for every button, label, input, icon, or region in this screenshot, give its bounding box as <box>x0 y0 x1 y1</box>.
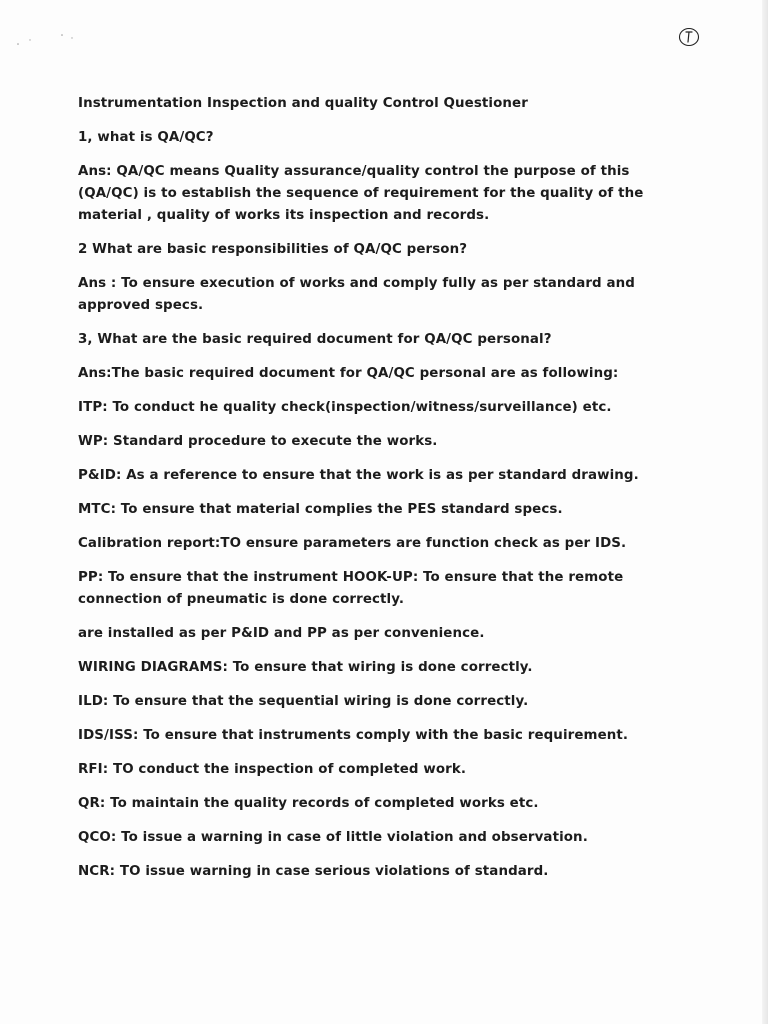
paragraph <box>78 827 698 849</box>
text-line: MTC: To ensure that material complies the PES standard specs. <box>78 502 563 517</box>
text-line: WIRING DIAGRAMS: To ensure that wiring is done correctly. <box>78 660 533 675</box>
text-line: 2 What are basic responsibilities of QA/QC person? <box>78 242 468 257</box>
paragraph <box>78 567 698 611</box>
text-line: P&ID: As a reference to ensure that the work is as per standard drawing. <box>78 468 639 483</box>
paragraph <box>78 499 698 521</box>
text-line: material , quality of works its inspection and records. <box>78 208 490 223</box>
paragraph <box>78 691 698 713</box>
text-line: QR: To maintain the quality records of completed works etc. <box>78 796 539 811</box>
text-line: Ans:The basic required document for QA/QC personal are as following: <box>78 366 619 381</box>
paragraph <box>78 127 698 149</box>
paragraph <box>78 623 698 645</box>
text-line: 1, what is QA/QC? <box>78 130 214 145</box>
text-line: PP: To ensure that the instrument HOOK-UP: To ensure that the remote <box>78 570 624 585</box>
handwritten-page-number <box>678 26 700 48</box>
paragraph <box>78 239 698 261</box>
text-line: NCR: TO issue warning in case serious violations of standard. <box>78 864 549 879</box>
paragraph <box>78 363 698 385</box>
text-line: Calibration report:TO ensure parameters are function check as per IDS. <box>78 536 627 551</box>
paragraph <box>78 725 698 747</box>
paragraph <box>78 465 698 487</box>
text-line: WP: Standard procedure to execute the works. <box>78 434 438 449</box>
paragraph <box>78 861 698 883</box>
text-line: IDS/ISS: To ensure that instruments comply with the basic requirement. <box>78 728 629 743</box>
document-body <box>78 93 698 895</box>
text-line: ITP: To conduct he quality check(inspection/witness/surveillance) etc. <box>78 400 612 415</box>
text-line: Ans: QA/QC means Quality assurance/quality control the purpose of this <box>78 164 630 179</box>
scan-edge-shadow <box>762 0 768 1024</box>
text-line: RFI: TO conduct the inspection of completed work. <box>78 762 467 777</box>
text-line: approved specs. <box>78 298 204 313</box>
text-line: ILD: To ensure that the sequential wiring is done correctly. <box>78 694 529 709</box>
text-line: connection of pneumatic is done correctly. <box>78 592 405 607</box>
text-line: 3, What are the basic required document for QA/QC personal? <box>78 332 552 347</box>
paragraph <box>78 759 698 781</box>
scan-specks <box>14 30 84 50</box>
paragraph-list <box>78 127 698 883</box>
paragraph <box>78 533 698 555</box>
paragraph <box>78 657 698 679</box>
text-line: Ans : To ensure execution of works and comply fully as per standard and <box>78 276 635 291</box>
paragraph <box>78 329 698 351</box>
paragraph <box>78 161 698 227</box>
text-line: are installed as per P&ID and PP as per convenience. <box>78 626 485 641</box>
document-title: Instrumentation Inspection and quality Control Questioner <box>78 96 528 111</box>
paragraph <box>78 431 698 453</box>
paragraph <box>78 397 698 419</box>
document-title-block <box>78 93 698 115</box>
paragraph <box>78 793 698 815</box>
text-line: QCO: To issue a warning in case of little violation and observation. <box>78 830 588 845</box>
text-line: (QA/QC) is to establish the sequence of requirement for the quality of the <box>78 186 644 201</box>
paragraph <box>78 273 698 317</box>
